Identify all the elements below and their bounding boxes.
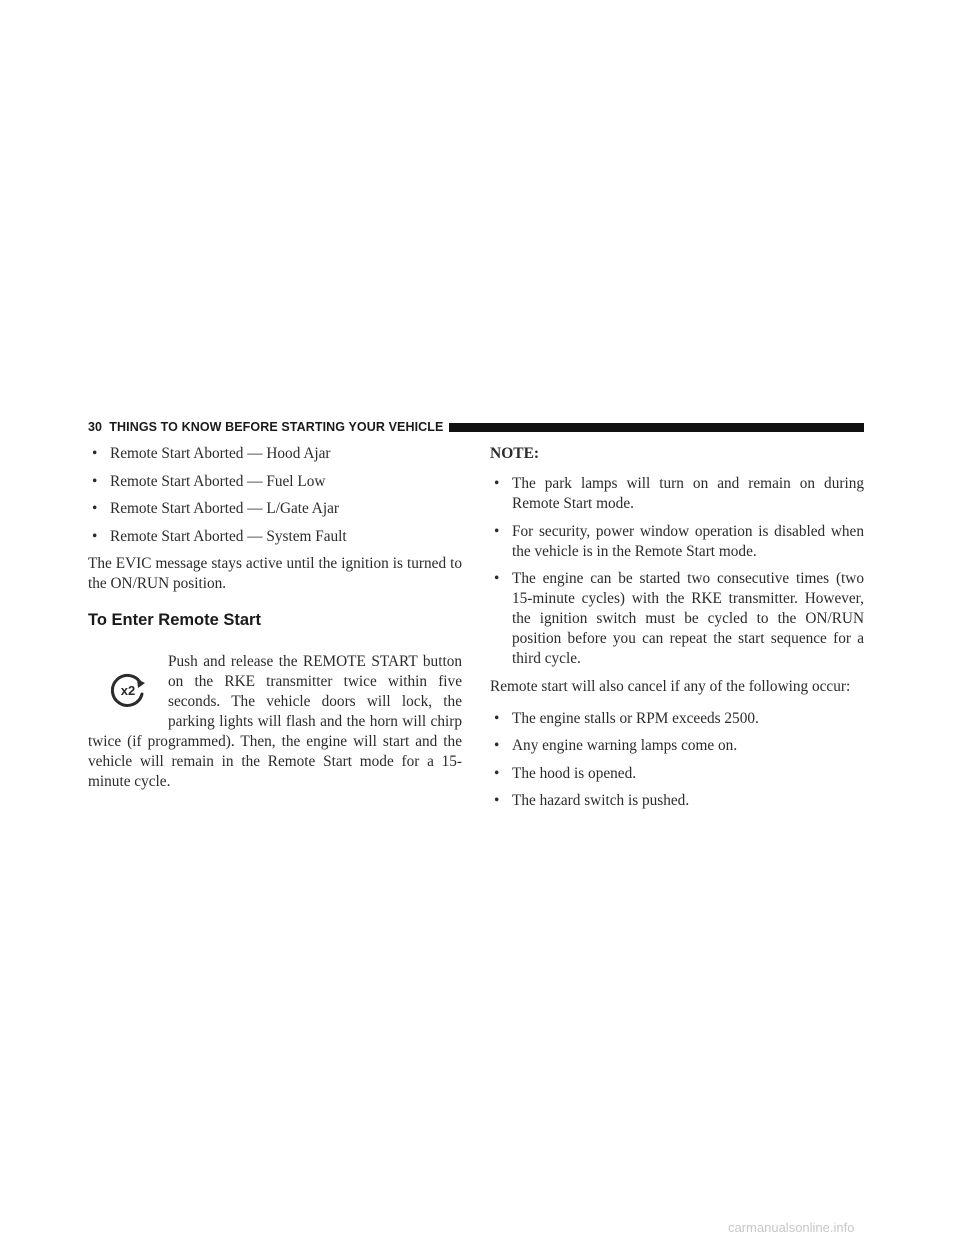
enter-remote-start-body — [88, 652, 462, 792]
page-number: 30 — [88, 420, 103, 434]
list-item: • Remote Start Aborted — Fuel Low — [92, 472, 326, 490]
list-item: • The hazard switch is pushed. — [494, 792, 690, 809]
section-title: To Enter Remote Start — [88, 611, 261, 629]
bullet: • — [494, 522, 500, 540]
bullet: • — [92, 527, 98, 545]
list-item: • The engine stalls or RPM exceeds 2500. — [494, 709, 759, 727]
header-rule — [449, 423, 864, 432]
remote-start-x2-icon — [98, 660, 158, 720]
list-item: • Remote Start Aborted — L/Gate Ajar — [92, 500, 339, 517]
abort-message-list — [88, 444, 462, 547]
watermark: carmanualsonline.info — [728, 1220, 855, 1235]
bullet: • — [92, 472, 98, 490]
cancel-list — [490, 709, 864, 812]
page-header — [88, 418, 864, 436]
right-column — [490, 444, 864, 819]
bullet: • — [494, 570, 500, 587]
bullet: • — [494, 709, 500, 727]
bullet: • — [494, 792, 500, 809]
note-list — [490, 474, 864, 669]
list-item: • Remote Start Aborted — System Fault — [92, 527, 347, 545]
list-item: • The engine can be started two consecutive times (two 15-minute cycles) with the RKE transmitter. However, the ignition switch must be cycled to the ON/RUN position before you can repeat the start sequence for a third cycle. — [494, 570, 864, 667]
list-item: • For security, power window operation is disabled when the vehicle is in the Remote Start mode. — [494, 522, 864, 560]
list-item: • Any engine warning lamps come on. — [494, 737, 738, 754]
icon-label: x2 — [120, 683, 136, 698]
chapter-title: THINGS TO KNOW BEFORE STARTING YOUR VEHICLE — [109, 420, 444, 434]
left-column — [88, 444, 462, 792]
evic-paragraph: The EVIC message stays active until the ignition is turned to the ON/RUN position. — [88, 555, 462, 592]
list-item: • The hood is opened. — [494, 764, 637, 782]
enter-paragraph: Push and release the REMOTE START button on the RKE transmitter twice within five seconds. The vehicle doors will lock, the parking lights will flash and the horn will chirp twice (if programmed). Then, the engine will start and the vehicle will remain in the Remote Start mode for a 15-minute cycle. — [88, 653, 462, 790]
bullet: • — [494, 764, 500, 782]
bullet: • — [494, 737, 500, 754]
list-item: • Remote Start Aborted — Hood Ajar — [92, 445, 331, 462]
cancel-paragraph: Remote start will also cancel if any of the following occur: — [490, 677, 851, 695]
note-title: NOTE: — [490, 445, 540, 462]
page-header-text — [88, 420, 443, 434]
bullet: • — [494, 475, 500, 492]
list-item: • The park lamps will turn on and remain on during Remote Start mode. — [494, 475, 864, 512]
bullet: • — [92, 500, 98, 517]
bullet: • — [92, 445, 98, 462]
